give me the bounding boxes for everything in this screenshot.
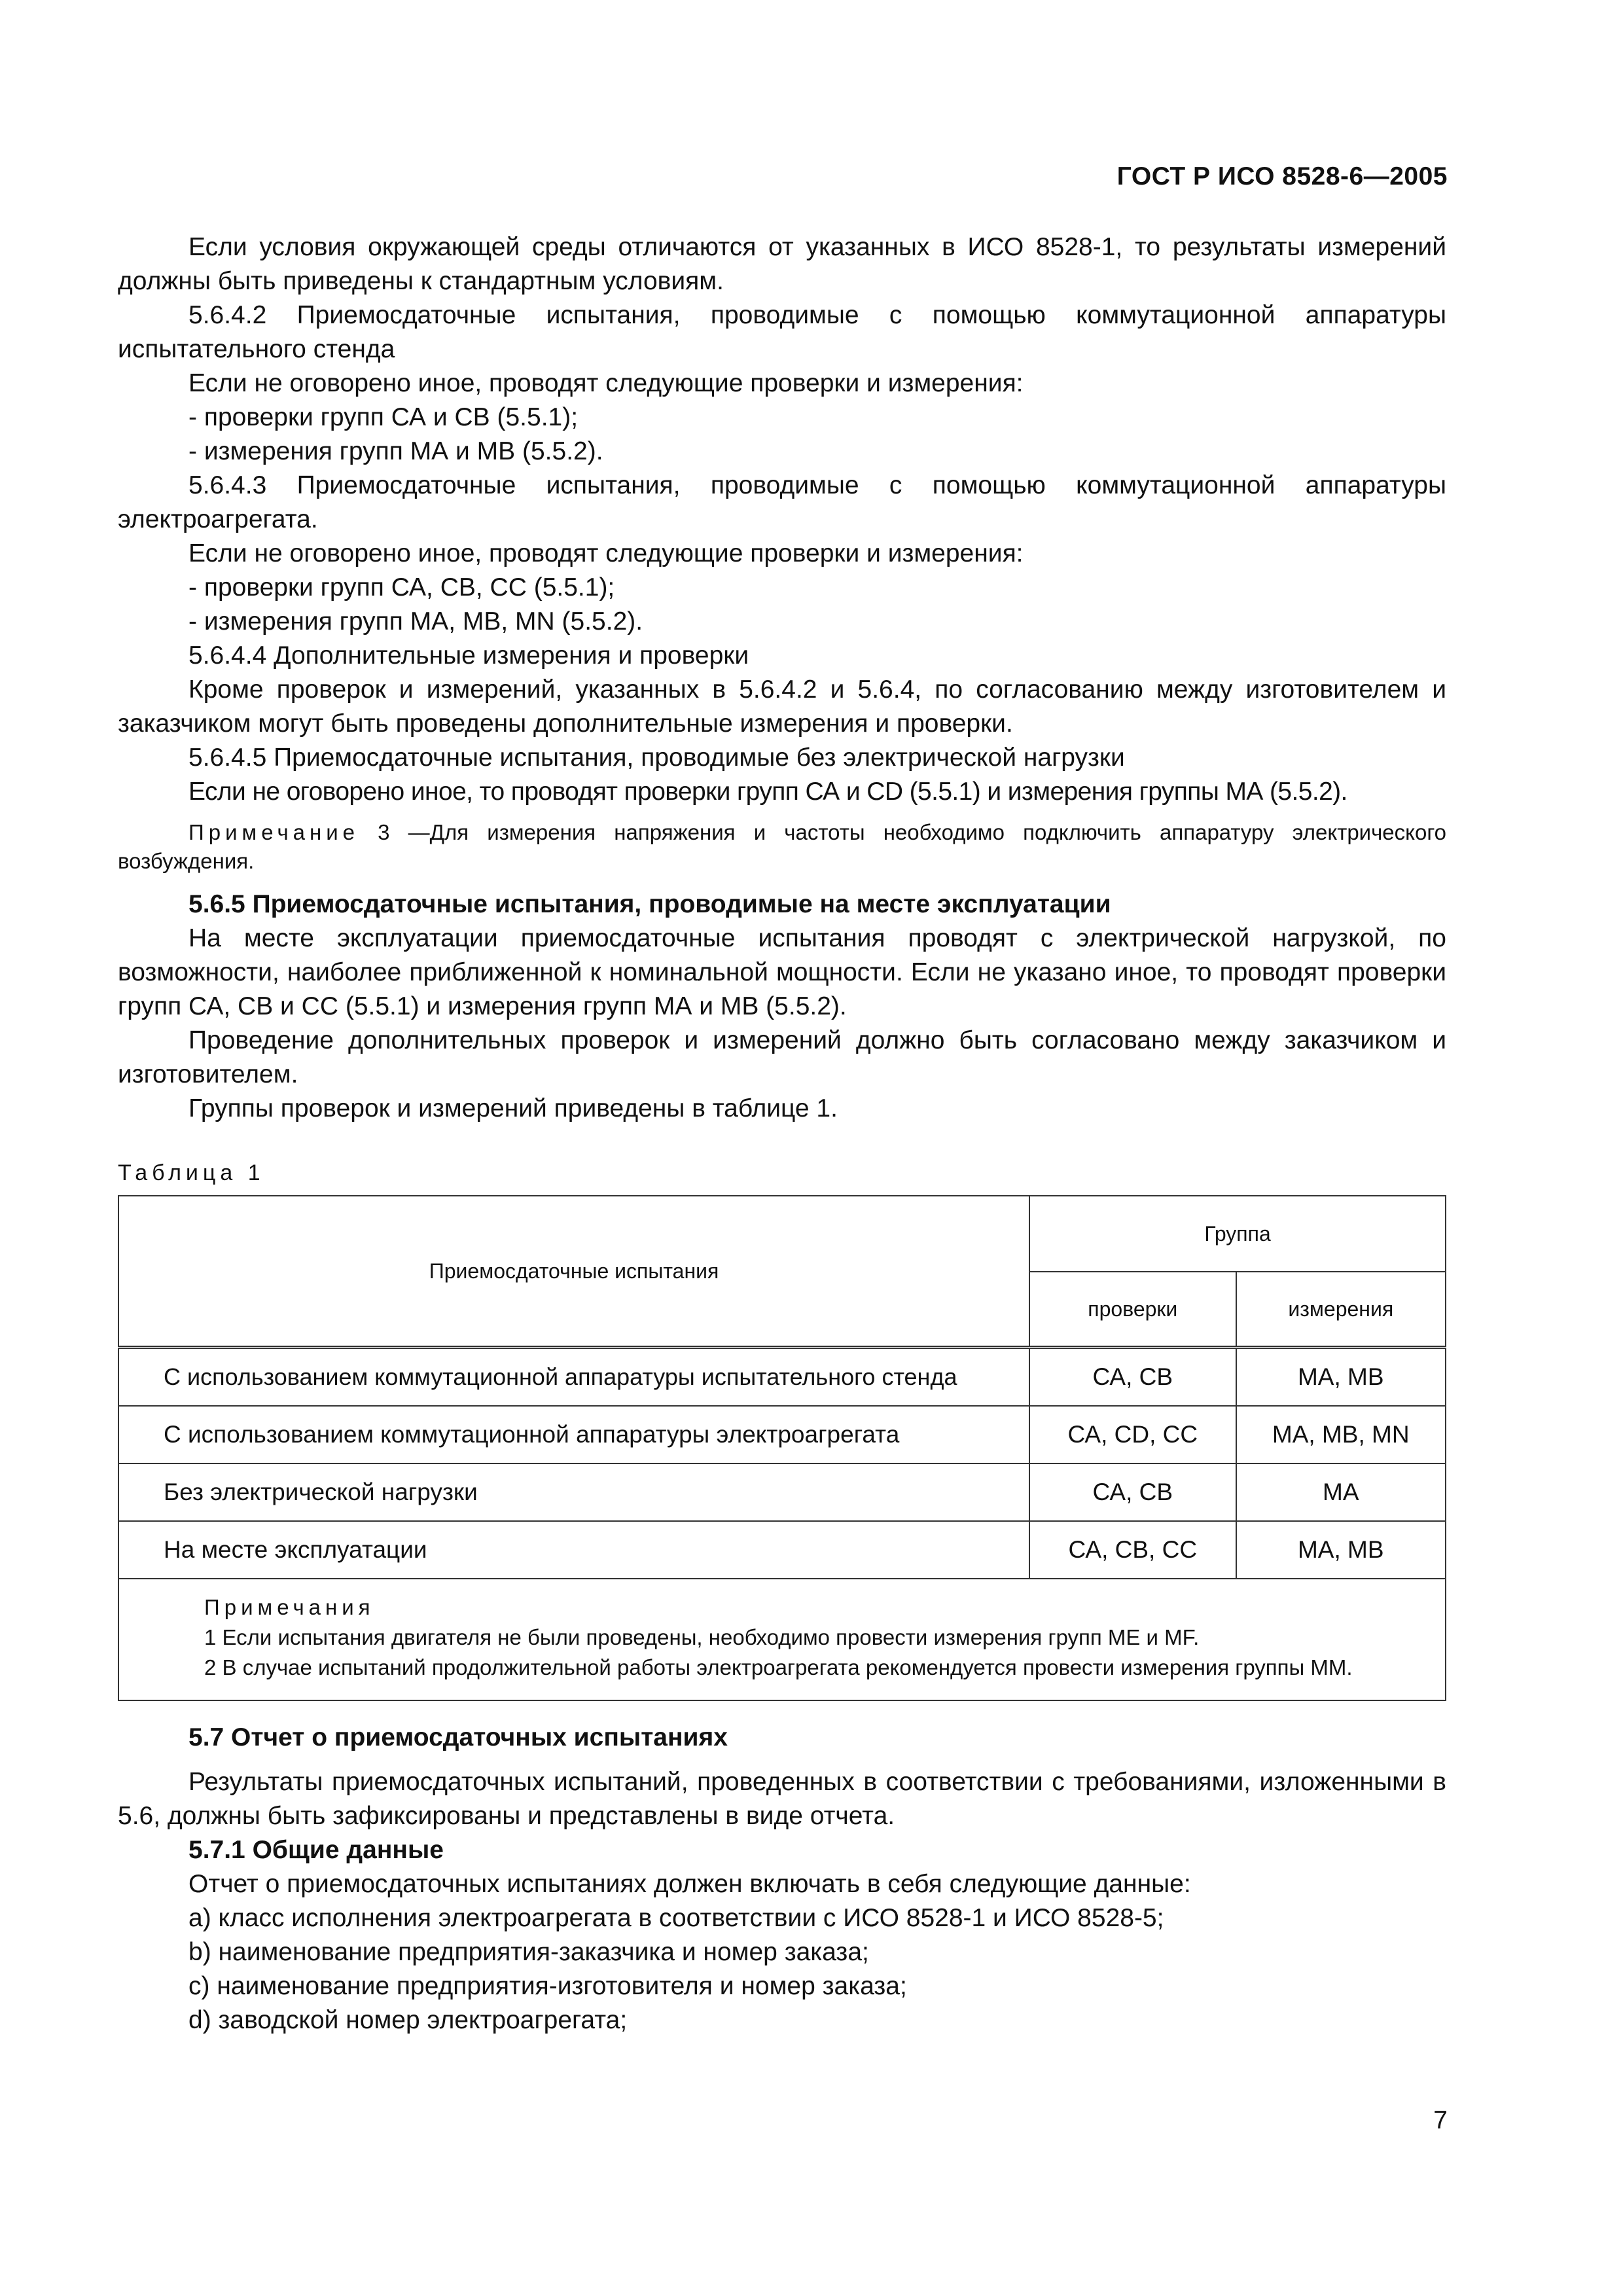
- subsection-title: 5.6.4.3 Приемосдаточные испытания, проводимые с помощью коммутационной аппаратуры электроагрегата.: [118, 471, 1446, 533]
- table-1: [118, 1195, 1446, 1701]
- paragraph: Группы проверок и измерений приведены в таблице 1.: [188, 1094, 838, 1122]
- list-item: - проверки групп СА, СВ, СС (5.5.1);: [188, 573, 615, 601]
- note-3: [118, 818, 1446, 876]
- table-row: [118, 1521, 1446, 1579]
- row-measurements: МА, МВ, MN: [1236, 1406, 1446, 1463]
- row-measurements: МА, МВ: [1236, 1348, 1446, 1407]
- list-item: b) наименование предприятия-заказчика и номер заказа;: [188, 1938, 869, 1966]
- paragraph: На месте эксплуатации приемосдаточные испытания проводят с электрической нагрузкой, по возможности, наиболее приближенной к номинальной мощности. Если не указано иное, то проводят проверки групп СА, СВ и СС (5.5.1) и измерения групп МА и МВ (5.5.2).: [118, 924, 1446, 1020]
- table-header-tests: Приемосдаточные испытания: [118, 1196, 1029, 1348]
- list-item: - измерения групп МА, МВ, MN (5.5.2).: [188, 607, 643, 636]
- paragraph: Кроме проверок и измерений, указанных в 5.6.4.2 и 5.6.4, по согласованию между изготовителем и заказчиком могут быть проведены дополнительные измерения и проверки.: [118, 675, 1446, 738]
- subsection-title: 5.6.4.5 Приемосдаточные испытания, проводимые без электрической нагрузки: [188, 744, 1125, 772]
- notes-title: Примечания: [204, 1595, 375, 1619]
- row-checks: СА, СВ, СС: [1029, 1521, 1236, 1579]
- table-header-checks: проверки: [1029, 1272, 1236, 1348]
- row-checks: СА, СВ: [1029, 1348, 1236, 1407]
- page-number: 7: [1433, 2106, 1448, 2134]
- section-heading-57: 5.7 Отчет о приемосдаточных испытаниях: [188, 1723, 728, 1751]
- row-measurements: МА: [1236, 1463, 1446, 1521]
- table-note-2: 2 В случае испытаний продолжительной работы электроагрегата рекомендуется провести измерения группы ММ.: [204, 1655, 1353, 1679]
- section-heading-571: 5.7.1 Общие данные: [188, 1836, 444, 1864]
- subsection-title: 5.6.4.4 Дополнительные измерения и проверки: [188, 641, 749, 670]
- paragraph: Если условия окружающей среды отличаются от указанных в ИСО 8528-1, то результаты измерений должны быть приведены к стандартным условиям.: [118, 233, 1446, 295]
- section-heading-565: 5.6.5 Приемосдаточные испытания, проводимые на месте эксплуатации: [188, 890, 1111, 918]
- row-checks: СА, СВ: [1029, 1463, 1236, 1521]
- row-label: С использованием коммутационной аппаратуры испытательного стенда: [118, 1348, 1029, 1407]
- paragraph: Отчет о приемосдаточных испытаниях должен включать в себя следующие данные:: [188, 1870, 1191, 1898]
- document-header: ГОСТ Р ИСО 8528-6—2005: [1116, 162, 1448, 190]
- row-checks: СА, CD, СС: [1029, 1406, 1236, 1463]
- row-measurements: МА, МВ: [1236, 1521, 1446, 1579]
- row-label: С использованием коммутационной аппаратуры электроагрегата: [118, 1406, 1029, 1463]
- note-label: Примечание: [188, 820, 360, 844]
- paragraph: Результаты приемосдаточных испытаний, проведенных в соответствии с требованиями, изложенными в 5.6, должны быть зафиксированы и представлены в виде отчета.: [118, 1768, 1446, 1830]
- paragraph: Если не оговорено иное, то проводят проверки групп СА и CD (5.5.1) и измерения группы МА (5.5.2).: [188, 778, 1347, 806]
- table-row: [118, 1406, 1446, 1463]
- table-header-group: Группа: [1029, 1196, 1446, 1272]
- table-row: [118, 1463, 1446, 1521]
- row-label: На месте эксплуатации: [118, 1521, 1029, 1579]
- table-row: [118, 1348, 1446, 1407]
- note-text: 3 —Для измерения напряжения и частоты необходимо подключить аппаратуру электрического возбуждения.: [118, 820, 1446, 873]
- row-label: Без электрической нагрузки: [118, 1463, 1029, 1521]
- subsection-title: 5.6.4.2 Приемосдаточные испытания, проводимые с помощью коммутационной аппаратуры испытательного стенда: [118, 301, 1446, 363]
- list-item: а) класс исполнения электроагрегата в соответствии с ИСО 8528-1 и ИСО 8528-5;: [188, 1904, 1164, 1932]
- list-item: с) наименование предприятия-изготовителя и номер заказа;: [188, 1972, 907, 2000]
- table-caption: Таблица 1: [118, 1160, 265, 1185]
- table-note-1: 1 Если испытания двигателя не были проведены, необходимо провести измерения групп ME и MF.: [204, 1625, 1200, 1649]
- list-item: d) заводской номер электроагрегата;: [188, 2006, 628, 2034]
- paragraph: Если не оговорено иное, проводят следующие проверки и измерения:: [188, 539, 1024, 567]
- list-item: - проверки групп СА и СВ (5.5.1);: [188, 403, 579, 431]
- list-item: - измерения групп МА и МВ (5.5.2).: [188, 437, 603, 465]
- page-content: [118, 230, 1446, 2037]
- table-notes: [118, 1579, 1446, 1700]
- table-header-measurements: измерения: [1236, 1272, 1446, 1348]
- paragraph: Проведение дополнительных проверок и измерений должно быть согласовано между заказчиком и изготовителем.: [118, 1026, 1446, 1088]
- paragraph: Если не оговорено иное, проводят следующие проверки и измерения:: [188, 369, 1024, 397]
